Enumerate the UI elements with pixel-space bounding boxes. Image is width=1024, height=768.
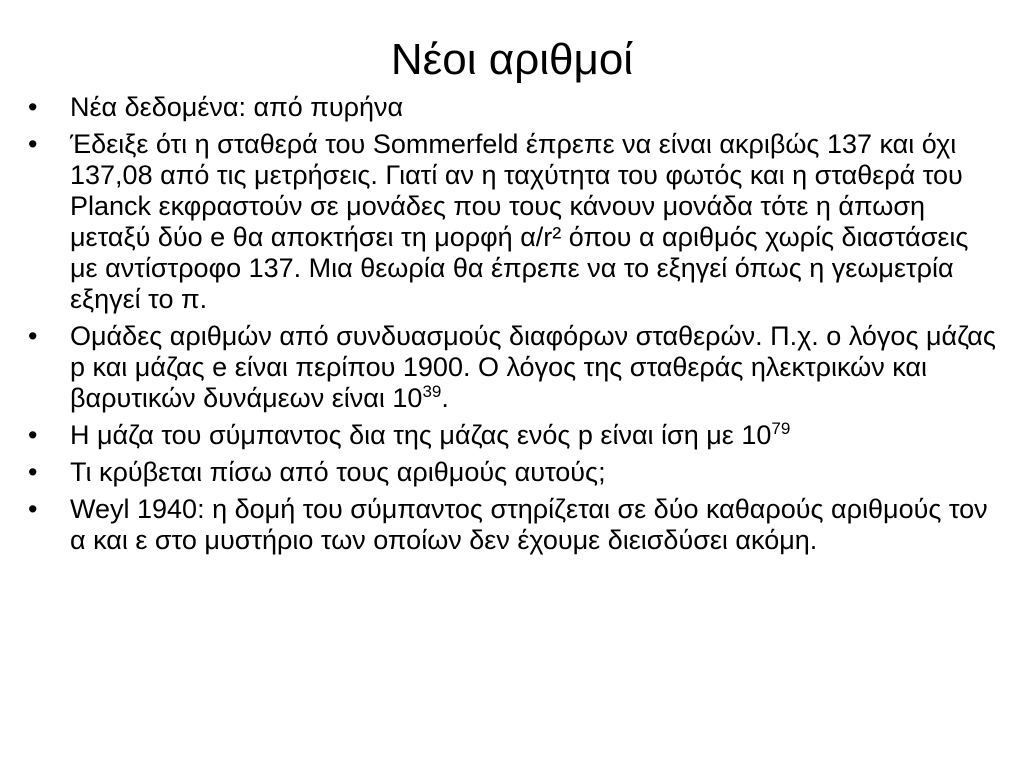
bullet-text: Weyl 1940: η δομή του σύμπαντος στηρίζεται σε δύο καθαρούς αριθμούς τον α και ε στο μυστήριο των οποίων δεν έχουμε διεισδύσει ακόμη. [70,494,988,555]
bullet-item [28,420,998,451]
bullet-marker-icon: • [28,457,38,487]
bullet-text: Έδειξε ότι η σταθερά του Sommerfeld έπρεπε να είναι ακριβώς 137 και όχι 137,08 από τις μετρήσεις. Γιατί αν η ταχύτητα του φωτός και η σταθερά του Planck εκφραστούν σε μονάδες που τους κάνουν μονάδα τότε η άπωση μεταξύ δύο e θα αποκτήσει τη μορφή α/r² όπου α αριθμός χωρίς διαστάσεις με αντίστροφο 137. Μια θεωρία θα έπρεπε να το εξηγεί όπως η γεωμετρία εξηγεί το π. [70,129,969,314]
slide-title: Νέοι αριθμοί [390,35,634,84]
bullet-item [28,494,998,556]
bullet-text-container [70,321,998,414]
bullet-item [28,457,998,488]
bullet-marker-icon: • [28,321,38,351]
bullet-item [28,92,998,123]
bullet-list [28,92,998,562]
bullet-text: Νέα δεδομένα: από πυρήνα [70,92,404,122]
exponent: 39 [422,382,442,401]
bullet-text: Τι κρύβεται πίσω από τους αριθμούς αυτούς; [70,457,606,487]
bullet-text-tail: . [441,383,449,413]
bullet-text: Η μάζα του σύμπαντος δια της μάζας ενός p είναι ίση με 10 [70,420,772,450]
bullet-item [28,321,998,414]
exponent: 79 [771,419,791,438]
bullet-text: Ομάδες αριθμών από συνδυασμούς διαφόρων σταθερών. Π.χ. ο λόγος μάζας p και μάζας e είναι περίπου 1900. Ο λόγος της σταθεράς ηλεκτρικών και βαρυτικών δυνάμεων είναι 10 [70,321,996,413]
bullet-item [28,129,998,315]
bullet-marker-icon: • [28,420,38,450]
bullet-marker-icon: • [28,92,38,122]
bullet-marker-icon: • [28,494,38,524]
bullet-text-container [70,420,998,451]
bullet-marker-icon: • [28,129,38,159]
